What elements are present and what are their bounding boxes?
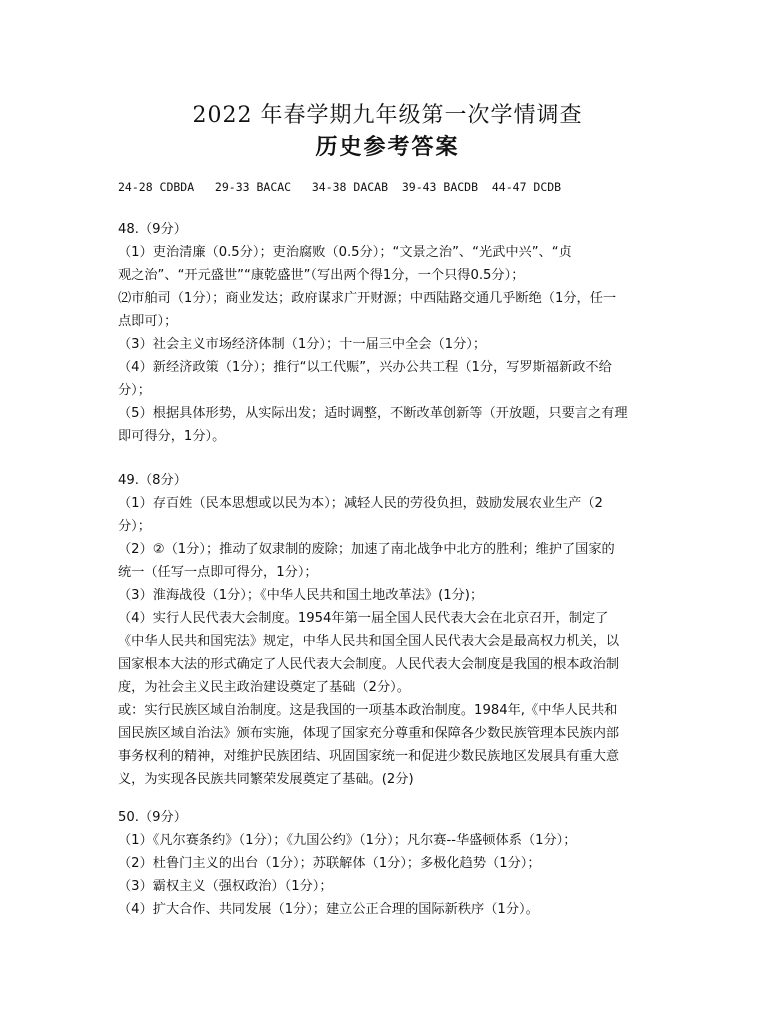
- question-50-answer: [118, 806, 663, 921]
- answer-line: 分）；: [118, 383, 151, 398]
- answer-line: （2）杜鲁门主义的出台（1分）；苏联解体（1分）；多极化趋势（1分）；: [118, 856, 541, 871]
- answer-line: 义，为实现各民族共同繁荣发展奠定了基础。(2分): [118, 772, 414, 787]
- page-subtitle: 历史参考答案: [315, 135, 460, 160]
- answer-line: 事务权利的精神，对维护民族团结、巩固国家统一和促进少数民族地区发展具有重大意: [118, 749, 620, 764]
- answer-line: 点即可）；: [118, 314, 178, 329]
- answer-line: 统一（任写一点即可得分，1分）；: [118, 565, 318, 580]
- answer-line: （3）社会主义市场经济体制（1分）；十一届三中全会（1分）；: [118, 337, 487, 352]
- answer-line: （5）根据具体形势，从实际出发；适时调整，不断改革创新等（开放题，只要言之有理: [118, 406, 628, 421]
- answer-line: （4）扩大合作、共同发展（1分）；建立公正合理的国际新秩序（1分）。: [118, 902, 539, 917]
- question-heading: 49.（8分）: [118, 473, 187, 488]
- answer-line: 度，为社会主义民主政治建设奠定了基础（2分）。: [118, 680, 410, 695]
- question-48-answer: [118, 218, 663, 448]
- answer-line: （2）②（1分）；推动了奴隶制的废除；加速了南北战争中北方的胜利；维护了国家的: [118, 542, 615, 557]
- answer-line: 即可得分，1分）。: [118, 429, 226, 444]
- answer-line: 国家根本大法的形式确定了人民代表大会制度。人民代表大会制度是我国的根本政治制: [118, 657, 620, 672]
- question-49-answer: [118, 469, 663, 791]
- answer-line: 分）；: [118, 519, 151, 534]
- question-heading: 50.（9分）: [118, 810, 187, 825]
- answer-line: 《中华人民共和国宪法》规定，中华人民共和国全国人民代表大会是最高权力机关，以: [118, 634, 620, 649]
- question-heading: 48.（9分）: [118, 222, 187, 237]
- answer-line: （1）吏治清廉（0.5分）；吏治腐败（0.5分）；“文景之治”、“光武中兴”、“贞: [118, 245, 572, 260]
- answer-line: 或：实行民族区域自治制度。这是我国的一项基本政治制度。1984年,《中华人民共和: [118, 703, 618, 718]
- answer-line: （1）存百姓（民本思想或以民为本）；减轻人民的劳役负担，鼓励发展农业生产（2: [118, 496, 603, 511]
- answer-line: （3）霸权主义（强权政治）（1分）；: [118, 879, 333, 894]
- answer-line: 观之治”、“开元盛世”“康乾盛世”（写出两个得1分，一个只得0.5分）；: [118, 268, 525, 283]
- choice-answers: 24-28 CDBDA 29-33 BACAC 34-38 DACAB 39-43 BACDB 44-47 DCDB: [118, 180, 562, 194]
- answer-line: 国民族区域自治法》颁布实施，体现了国家充分尊重和保障各少数民族管理本民族内部: [118, 726, 620, 741]
- answer-line: ⑵市舶司（1分）；商业发达；政府谋求广开财源；中西陆路交通几乎断绝（1分，任一: [118, 291, 617, 306]
- answer-line: （4）新经济政策（1分）；推行“以工代赈”，兴办公共工程（1分，写罗斯福新政不给: [118, 360, 612, 375]
- page-title: 2022 年春学期九年级第一次学情调查: [192, 103, 583, 128]
- answer-line: （4）实行人民代表大会制度。1954年第一届全国人民代表大会在北京召开，制定了: [118, 611, 609, 626]
- answer-line: （1）《凡尔赛条约》（1分）；《九国公约》（1分）；凡尔赛--华盛顿体系（1分）；: [118, 833, 577, 848]
- answer-line: （3）淮海战役（1分）；《中华人民共和国土地改革法》(1分)；: [118, 588, 484, 603]
